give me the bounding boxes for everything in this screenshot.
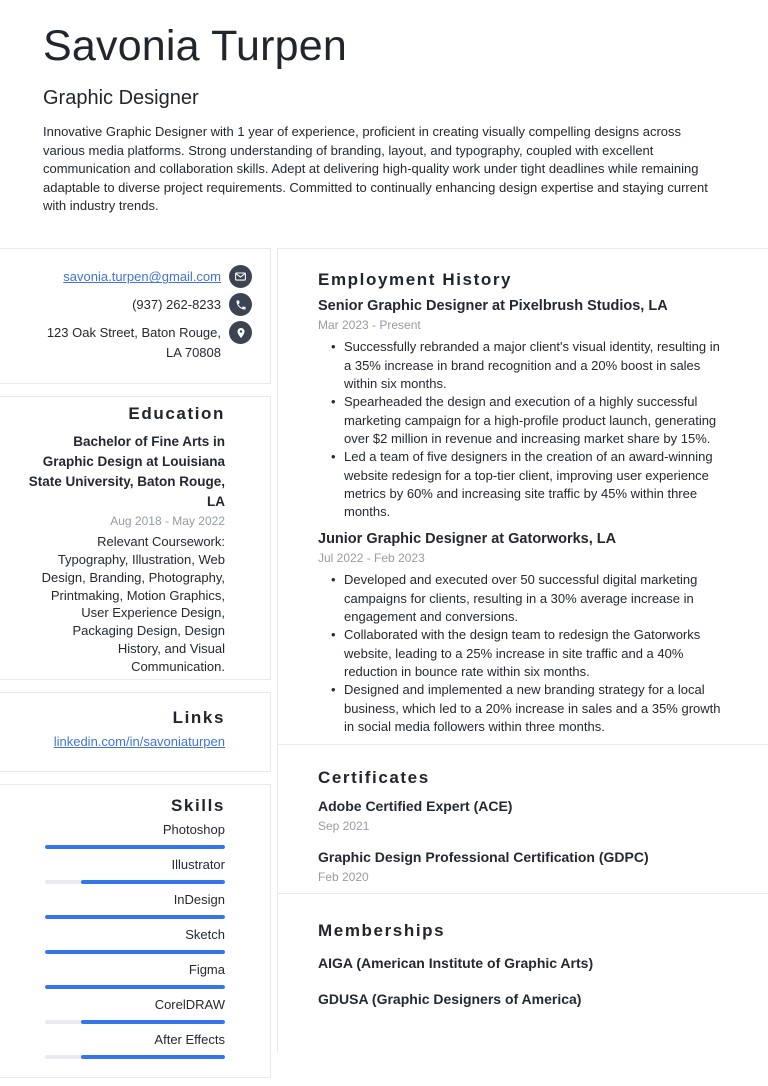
bullet-item: • Collaborated with the design team to redesign the Gatorworks website, leading to a 25% increase in site traffic and a 40% reduction in bounce rate within six months. bbox=[344, 626, 723, 681]
education-section bbox=[0, 396, 271, 680]
skill-bar-fill bbox=[81, 880, 225, 884]
skills-heading: Skills bbox=[170, 796, 225, 816]
skill-bar-fill bbox=[45, 985, 225, 989]
certificate-date: Sep 2021 bbox=[318, 819, 370, 834]
contact-row-email bbox=[16, 265, 252, 288]
skill-item bbox=[45, 1031, 225, 1059]
bullet-item: • Designed and implemented a new branding strategy for a local business, which led to a 20% increase in sales and a 35% growth in social media followers within three months. bbox=[344, 681, 723, 736]
job-entry bbox=[318, 297, 723, 521]
job-title: Junior Graphic Designer at Gatorworks, LA bbox=[318, 531, 617, 548]
skill-name: CorelDRAW bbox=[154, 997, 225, 1013]
skill-name: Sketch bbox=[185, 927, 225, 943]
bullet-item: • Led a team of five designers in the creation of an award-winning website redesign for a top-tier client, improving user experience metrics by 60% and increasing site traffic by 45% within three months. bbox=[344, 448, 723, 521]
education-date: Aug 2018 - May 2022 bbox=[110, 514, 225, 529]
membership-entry: AIGA (American Institute of Graphic Arts) bbox=[318, 955, 594, 972]
skill-bar bbox=[45, 880, 225, 884]
skill-bar bbox=[45, 1055, 225, 1059]
skill-item bbox=[45, 996, 225, 1024]
links-heading: Links bbox=[172, 708, 225, 728]
certificate-title: Graphic Design Professional Certification (GDPC) bbox=[318, 849, 649, 866]
candidate-role: Graphic Designer bbox=[43, 87, 199, 110]
memberships-heading: Memberships bbox=[318, 921, 446, 941]
certificate-title: Adobe Certified Expert (ACE) bbox=[318, 798, 513, 815]
skill-bar bbox=[45, 950, 225, 954]
certificate-date: Feb 2020 bbox=[318, 870, 369, 885]
job-title: Senior Graphic Designer at Pixelbrush Studios, LA bbox=[318, 298, 668, 315]
skill-name: Figma bbox=[188, 962, 225, 978]
skill-bar-fill bbox=[45, 915, 225, 919]
profile-summary: Innovative Graphic Designer with 1 year of experience, proficient in creating visually compelling designs across various media platforms. Strong understanding of branding, layout, and typography, coupled with excellent communication and collaboration skills. Adept at delivering high-quality work under tight deadlines while remaining adaptable to diverse project requirements. Committed to continually enhancing design expertise and staying current with industry trends. bbox=[43, 124, 708, 214]
skill-item bbox=[45, 856, 225, 884]
skill-bar-fill bbox=[81, 1020, 225, 1024]
skill-bar bbox=[45, 985, 225, 989]
skills-section bbox=[0, 784, 271, 1078]
job-date: Jul 2022 - Feb 2023 bbox=[318, 551, 425, 566]
skill-name: Photoshop bbox=[162, 822, 225, 838]
contact-row-address bbox=[16, 321, 252, 363]
job-entry bbox=[318, 530, 723, 736]
membership-entry: GDUSA (Graphic Designers of America) bbox=[318, 991, 582, 1008]
email-icon bbox=[229, 265, 252, 288]
skill-bar bbox=[45, 1020, 225, 1024]
skill-bar-fill bbox=[81, 1055, 225, 1059]
contact-section bbox=[0, 248, 271, 384]
certificates-heading: Certificates bbox=[318, 768, 430, 788]
education-description: Relevant Coursework: Typography, Illustration, Web Design, Branding, Photography, Printmaking, Motion Graphics, User Experience Design, Packaging Design, Design History, and Visual Communication. bbox=[41, 534, 225, 674]
education-heading: Education bbox=[128, 404, 225, 424]
bullet-item: • Developed and executed over 50 successful digital marketing campaigns for clients, resulting in a 30% average increase in engagement and conversions. bbox=[344, 571, 723, 626]
skill-item bbox=[45, 926, 225, 954]
employment-section bbox=[278, 249, 768, 744]
bullet-item: • Spearheaded the design and execution of a highly successful marketing campaign for a high-profile product launch, generating over $2 million in revenue and increasing market share by 15%. bbox=[344, 393, 723, 448]
job-date: Mar 2023 - Present bbox=[318, 318, 421, 333]
certificates-section bbox=[278, 744, 768, 893]
job-bullets bbox=[318, 338, 723, 521]
resume-columns bbox=[0, 248, 768, 1086]
skill-item bbox=[45, 961, 225, 989]
job-bullets bbox=[318, 571, 723, 736]
skill-bar-fill bbox=[45, 950, 225, 954]
phone-number: (937) 262-8233 bbox=[132, 297, 221, 313]
candidate-name: Savonia Turpen bbox=[43, 22, 348, 70]
memberships-section bbox=[278, 893, 768, 1053]
certificate-entry bbox=[318, 797, 723, 834]
skill-name: Illustrator bbox=[171, 857, 225, 873]
skill-name: InDesign bbox=[173, 892, 225, 908]
skill-bar-fill bbox=[45, 845, 225, 849]
skill-bar bbox=[45, 915, 225, 919]
skill-name: After Effects bbox=[154, 1032, 225, 1048]
location-icon bbox=[229, 321, 252, 344]
skill-item bbox=[45, 821, 225, 849]
left-column bbox=[0, 248, 271, 1086]
contact-row-phone bbox=[16, 293, 252, 316]
phone-icon bbox=[229, 293, 252, 316]
education-degree: Bachelor of Fine Arts in Graphic Design at Louisiana State University, Baton Rouge, LA bbox=[28, 434, 225, 509]
resume-header bbox=[0, 0, 768, 215]
bullet-item: • Successfully rebranded a major client's visual identity, resulting in a 35% increase in brand recognition and a 20% boost in sales within six months. bbox=[344, 338, 723, 393]
links-section bbox=[0, 692, 271, 772]
employment-heading: Employment History bbox=[318, 270, 513, 290]
certificate-entry bbox=[318, 848, 723, 885]
right-column bbox=[277, 248, 768, 1053]
address-text: 123 Oak Street, Baton Rouge, LA 70808 bbox=[46, 325, 221, 361]
linkedin-link[interactable]: linkedin.com/in/savoniaturpen bbox=[53, 734, 225, 750]
skill-bar bbox=[45, 845, 225, 849]
skill-item bbox=[45, 891, 225, 919]
email-link[interactable]: savonia.turpen@gmail.com bbox=[63, 269, 221, 285]
